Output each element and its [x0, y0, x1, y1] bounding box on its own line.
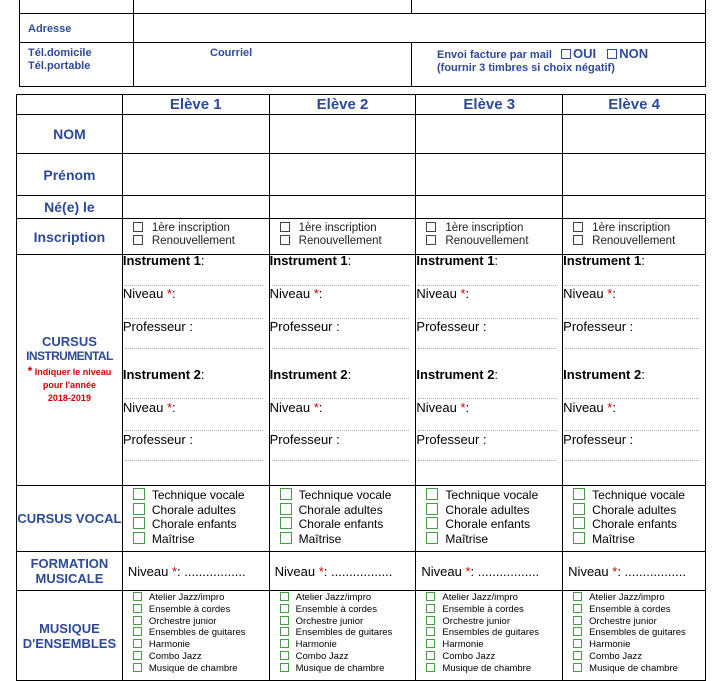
cursus-instrumental-label-2: INSTRUMENTAL	[26, 349, 113, 363]
required-star: *	[612, 563, 618, 579]
required-star: *	[465, 563, 471, 579]
cursus-vocal-label: CURSUS VOCAL	[17, 486, 123, 552]
professeur-label: Professeur :	[563, 319, 634, 334]
ensemble-label: Harmonie	[295, 639, 337, 651]
instrument-2-label: Instrument 2	[563, 367, 642, 382]
musique-label-1: MUSIQUE	[39, 621, 100, 636]
oui-checkbox[interactable]	[561, 49, 571, 59]
checkbox[interactable]	[133, 488, 145, 500]
checkbox[interactable]	[426, 592, 435, 601]
required-star: *	[460, 400, 466, 415]
cursus-instrumental-row	[17, 255, 706, 486]
ensemble-label: Atelier Jazz/impro	[148, 592, 225, 603]
cursus-vocal-row	[17, 486, 706, 552]
instrument-1-label: Instrument 1	[122, 253, 201, 268]
checkbox[interactable]	[280, 604, 289, 613]
checkbox[interactable]	[133, 627, 142, 636]
vocal-option-label: Technique vocale	[298, 488, 392, 502]
prenom-field-4[interactable]	[563, 154, 706, 196]
instrument-1-label: Instrument 1	[269, 253, 348, 268]
niveau-label: Niveau	[421, 563, 466, 579]
niveau-label: Niveau	[563, 400, 608, 415]
header-eleve-2: Elève 2	[269, 95, 416, 115]
checkbox[interactable]	[280, 488, 292, 500]
niveau-dots: : .................	[617, 563, 686, 579]
colon: :	[172, 400, 176, 415]
colon: :	[200, 253, 205, 268]
checkbox[interactable]	[426, 651, 435, 660]
vocal-option-label: Chorale enfants	[298, 517, 384, 531]
vocal-option-label: Chorale enfants	[151, 517, 237, 531]
ne-le-field-3[interactable]	[416, 196, 563, 219]
nom-field-4[interactable]	[563, 115, 706, 154]
colon: :	[200, 367, 205, 382]
colon: :	[318, 286, 323, 301]
instrument-2-label: Instrument 2	[416, 367, 495, 382]
checkbox[interactable]	[133, 503, 145, 515]
renouvellement-label: Renouvellement	[445, 235, 529, 247]
ne-le-row	[17, 196, 706, 219]
header-eleve-1: Elève 1	[122, 95, 269, 115]
musique-ensembles-row	[17, 591, 706, 681]
ensemble-label: Orchestre junior	[148, 615, 217, 627]
checkbox[interactable]	[280, 651, 289, 660]
required-star: *	[607, 400, 613, 415]
first-inscription-label: 1ère inscription	[445, 222, 524, 234]
niveau-label: Niveau	[122, 286, 167, 301]
niveau-dots: : .................	[470, 563, 540, 579]
ensemble-label: Ensemble à cordes	[148, 603, 231, 615]
professeur-label: Professeur :	[122, 319, 193, 334]
renouvellement-label: Renouvellement	[151, 235, 235, 247]
niveau-label: Niveau	[563, 286, 608, 301]
checkbox[interactable]	[426, 503, 438, 515]
colon: :	[612, 400, 616, 415]
checkbox[interactable]	[280, 532, 292, 544]
prenom-field-3[interactable]	[416, 154, 563, 196]
niveau-dots: : .................	[177, 563, 246, 579]
adresse-label: Adresse	[28, 23, 72, 35]
formation-musicale-row	[17, 552, 706, 591]
ensemble-label: Musique de chambre	[589, 662, 678, 674]
inscription-label: Inscription	[17, 219, 123, 255]
required-star: *	[166, 286, 173, 301]
vocal-option-label: Maîtrise	[298, 531, 342, 546]
first-inscription-checkbox[interactable]	[133, 222, 143, 232]
ensemble-label: Ensembles de guitares	[148, 627, 246, 639]
header-eleve-3: Elève 3	[416, 95, 563, 115]
non-label: NON	[619, 46, 649, 61]
checkbox[interactable]	[426, 616, 435, 625]
prenom-row	[17, 154, 706, 196]
checkbox[interactable]	[573, 503, 585, 515]
tel-domicile-label: Tél.domicile	[28, 47, 92, 59]
ensemble-label: Orchestre junior	[589, 615, 657, 627]
formation-label-1: FORMATION	[30, 556, 109, 571]
colon: :	[641, 367, 645, 382]
checkbox[interactable]	[573, 616, 582, 625]
vocal-cell-2	[269, 486, 416, 552]
ensemble-label: Harmonie	[589, 639, 631, 651]
formation-cell-3[interactable]	[416, 552, 563, 591]
ensemble-label: Musique de chambre	[148, 662, 238, 674]
vocal-option-label: Maîtrise	[445, 531, 489, 546]
formation-cell-1[interactable]	[122, 552, 269, 591]
ensemble-label: Atelier Jazz/impro	[442, 592, 518, 603]
musique-label-2: D'ENSEMBLES	[22, 636, 117, 651]
checkbox[interactable]	[280, 517, 292, 529]
required-star: *	[313, 286, 319, 301]
students-table	[16, 94, 706, 681]
niveau-dots: : .................	[323, 563, 393, 579]
prenom-field-1[interactable]	[122, 154, 269, 196]
ensemble-label: Musique de chambre	[295, 662, 385, 674]
envoi-facture-label: Envoi facture par mail	[437, 49, 552, 61]
oui-label: OUI	[573, 46, 597, 61]
checkbox[interactable]	[573, 651, 582, 660]
niveau-label: Niveau	[127, 563, 172, 579]
instrument-2-label: Instrument 2	[122, 367, 201, 382]
required-star: *	[607, 286, 613, 301]
renouvellement-checkbox[interactable]	[133, 235, 143, 245]
colon: :	[465, 400, 470, 415]
header-eleve-4: Elève 4	[563, 95, 706, 115]
note-text-3: 2018-2019	[47, 393, 91, 403]
vocal-cell-4	[563, 486, 706, 552]
formation-cell-2[interactable]	[269, 552, 416, 591]
first-inscription-label: 1ère inscription	[592, 222, 671, 234]
ensemble-label: Ensemble à cordes	[295, 603, 377, 615]
note-text-1: Indiquer le niveau	[34, 367, 112, 377]
ne-le-field-2[interactable]	[269, 196, 416, 219]
ensemble-label: Orchestre junior	[442, 615, 510, 627]
nom-field-2[interactable]	[269, 115, 416, 154]
colon: :	[641, 253, 645, 268]
checkbox[interactable]	[426, 488, 438, 500]
checkbox[interactable]	[426, 663, 435, 672]
ensemble-label: Ensemble à cordes	[442, 603, 524, 615]
inscription-cell-1	[122, 219, 269, 255]
checkbox[interactable]	[133, 592, 142, 601]
niveau-label: Niveau	[568, 563, 613, 579]
instrument-1-label: Instrument 1	[563, 253, 642, 268]
checkbox[interactable]	[133, 616, 142, 625]
vocal-option-label: Chorale adultes	[445, 502, 530, 517]
instrumental-cell-3	[416, 255, 563, 486]
vocal-option-label: Maîtrise	[592, 531, 635, 546]
checkbox[interactable]	[133, 639, 142, 648]
vocal-cell-3	[416, 486, 563, 552]
niveau-label: Niveau	[416, 286, 461, 301]
checkbox[interactable]	[573, 627, 582, 636]
colon: :	[612, 286, 616, 301]
checkbox[interactable]	[133, 604, 142, 613]
required-star: *	[460, 286, 466, 301]
ensemble-label: Ensembles de guitares	[295, 627, 393, 639]
required-star: *	[318, 563, 324, 579]
cursus-instrumental-label-cell	[17, 255, 123, 486]
required-star: *	[171, 563, 178, 579]
ensemble-label: Atelier Jazz/impro	[295, 592, 372, 603]
professeur-label: Professeur :	[269, 432, 340, 447]
envoi-note: (fournir 3 timbres si choix négatif)	[437, 62, 615, 74]
vocal-option-label: Chorale adultes	[298, 502, 383, 517]
checkbox[interactable]	[573, 592, 582, 601]
colon: :	[494, 253, 499, 268]
instrumental-cell-2	[269, 255, 416, 486]
ensembles-cell-3	[416, 591, 563, 681]
colon: :	[347, 253, 352, 268]
nom-field-3[interactable]	[416, 115, 563, 154]
ensemble-label: Combo Jazz	[589, 650, 642, 662]
vocal-cell-1	[122, 486, 269, 552]
inscription-cell-4	[563, 219, 706, 255]
ensemble-label: Harmonie	[148, 639, 191, 651]
cursus-instrumental-label: CURSUS	[41, 334, 97, 349]
vocal-option-label: Technique vocale	[445, 488, 539, 502]
instrument-1-label: Instrument 1	[416, 253, 495, 268]
vocal-option-label: Maîtrise	[151, 531, 195, 546]
contact-table	[19, 0, 706, 87]
checkbox[interactable]	[573, 604, 582, 613]
checkbox[interactable]	[133, 517, 145, 529]
niveau-label: Niveau	[416, 400, 461, 415]
renouvellement-checkbox[interactable]	[426, 235, 436, 245]
inscription-cell-3	[416, 219, 563, 255]
checkbox[interactable]	[573, 488, 585, 500]
vocal-option-label: Technique vocale	[151, 488, 245, 502]
formation-musicale-label	[17, 552, 123, 591]
colon: :	[494, 367, 499, 382]
ensemble-label: Musique de chambre	[442, 662, 532, 674]
professeur-label: Professeur :	[416, 432, 487, 447]
ensemble-label: Ensembles de guitares	[589, 627, 686, 639]
colon: :	[347, 367, 352, 382]
professeur-label: Professeur :	[563, 432, 634, 447]
prenom-field-2[interactable]	[269, 154, 416, 196]
niveau-label: Niveau	[269, 400, 314, 415]
checkbox[interactable]	[573, 517, 585, 529]
checkbox[interactable]	[573, 532, 585, 544]
checkbox[interactable]	[280, 663, 289, 672]
nom-row	[17, 115, 706, 154]
vocal-option-label: Chorale enfants	[592, 517, 677, 531]
formation-cell-4[interactable]	[563, 552, 706, 591]
header-row	[17, 95, 706, 115]
ne-le-label: Né(e) le	[17, 196, 123, 219]
ensembles-cell-1	[122, 591, 269, 681]
renouvellement-label: Renouvellement	[592, 235, 676, 247]
tel-portable-label: Tél.portable	[28, 60, 91, 72]
required-star: *	[166, 400, 173, 415]
niveau-label: Niveau	[122, 400, 167, 415]
nom-field-1[interactable]	[122, 115, 269, 154]
ensembles-cell-4	[563, 591, 706, 681]
ne-le-field-1[interactable]	[122, 196, 269, 219]
professeur-label: Professeur :	[122, 432, 193, 447]
checkbox[interactable]	[426, 532, 438, 544]
checkbox[interactable]	[573, 663, 582, 672]
note-star: *	[27, 364, 33, 378]
ensembles-cell-2	[269, 591, 416, 681]
checkbox[interactable]	[133, 651, 142, 660]
checkbox[interactable]	[133, 532, 145, 544]
vocal-option-label: Chorale adultes	[151, 502, 236, 517]
vocal-option-label: Chorale adultes	[592, 502, 677, 517]
prenom-label: Prénom	[17, 154, 123, 196]
inscription-cell-2	[269, 219, 416, 255]
niveau-label: Niveau	[274, 563, 319, 579]
ensemble-label: Ensembles de guitares	[442, 627, 540, 639]
ensemble-label: Harmonie	[442, 639, 484, 651]
ensemble-label: Combo Jazz	[148, 650, 202, 662]
ensemble-label: Combo Jazz	[442, 650, 496, 662]
instrument-2-label: Instrument 2	[269, 367, 348, 382]
checkbox[interactable]	[280, 639, 289, 648]
first-inscription-checkbox[interactable]	[426, 222, 436, 232]
checkbox[interactable]	[426, 604, 435, 613]
note-text-2: pour l'année	[42, 380, 97, 390]
inscription-row	[17, 219, 706, 255]
checkbox[interactable]	[280, 503, 292, 515]
checkbox[interactable]	[426, 627, 435, 636]
courriel-label: Courriel	[210, 47, 253, 59]
vocal-option-label: Technique vocale	[592, 488, 685, 502]
checkbox[interactable]	[573, 639, 582, 648]
ne-le-field-4[interactable]	[563, 196, 706, 219]
checkbox[interactable]	[280, 616, 289, 625]
niveau-label: Niveau	[269, 286, 314, 301]
checkbox[interactable]	[426, 639, 435, 648]
checkbox[interactable]	[426, 517, 438, 529]
checkbox[interactable]	[280, 592, 289, 601]
checkbox[interactable]	[280, 627, 289, 636]
nom-label: NOM	[17, 115, 123, 154]
ensemble-label: Combo Jazz	[295, 650, 349, 662]
renouvellement-checkbox[interactable]	[573, 235, 583, 245]
musique-ensembles-label	[17, 591, 123, 681]
colon: :	[318, 400, 323, 415]
renouvellement-label: Renouvellement	[298, 235, 382, 247]
first-inscription-checkbox[interactable]	[573, 222, 583, 232]
vocal-option-label: Chorale enfants	[445, 517, 531, 531]
non-checkbox[interactable]	[607, 49, 617, 59]
colon: :	[172, 286, 176, 301]
professeur-label: Professeur :	[416, 319, 487, 334]
instrumental-cell-1	[122, 255, 269, 486]
colon: :	[465, 286, 470, 301]
professeur-label: Professeur :	[269, 319, 340, 334]
checkbox[interactable]	[133, 663, 142, 672]
instrumental-cell-4	[563, 255, 706, 486]
first-inscription-checkbox[interactable]	[280, 222, 290, 232]
ensemble-label: Orchestre junior	[295, 615, 364, 627]
ensemble-label: Atelier Jazz/impro	[589, 592, 665, 603]
required-star: *	[313, 400, 319, 415]
first-inscription-label: 1ère inscription	[151, 222, 230, 234]
renouvellement-checkbox[interactable]	[280, 235, 290, 245]
first-inscription-label: 1ère inscription	[298, 222, 377, 234]
ensemble-label: Ensemble à cordes	[589, 603, 671, 615]
adresse-field[interactable]	[134, 14, 706, 43]
formation-label-2: MUSICALE	[35, 571, 104, 586]
